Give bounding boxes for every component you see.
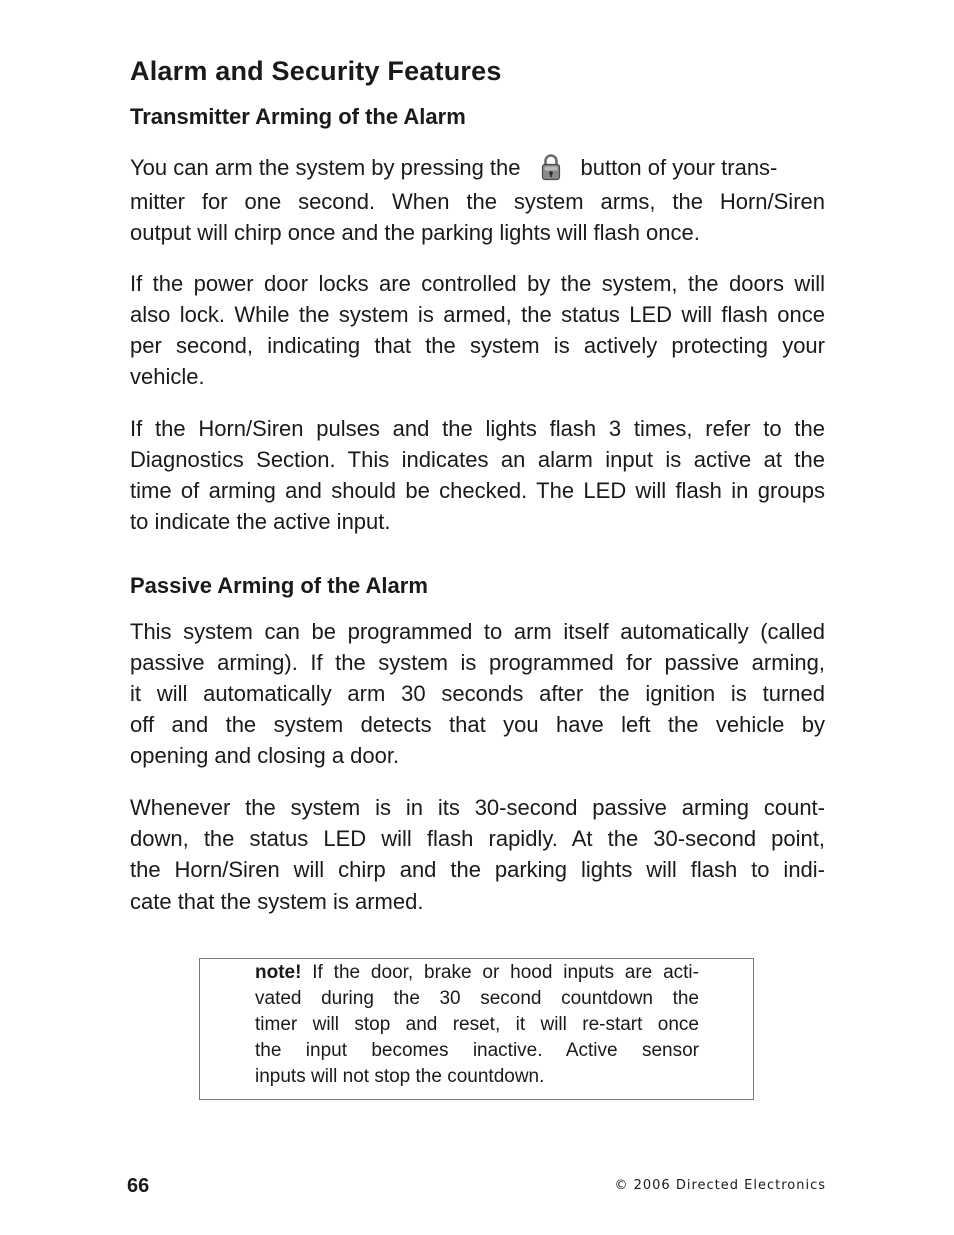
note-line: vated during the 30 second countdown the <box>255 988 699 1009</box>
paragraph-line: time of arming and should be checked. The LED will flash in groups <box>130 478 825 503</box>
transmitter-paragraph-3 <box>130 413 825 537</box>
note-line: the input becomes inactive. Active sensor <box>255 1040 699 1061</box>
note-line <box>255 960 699 986</box>
paragraph-line: output will chirp once and the parking lights will flash once. <box>130 220 700 245</box>
paragraph-line: This system can be programmed to arm itself automatically (called <box>130 619 825 644</box>
paragraph-line: it will automatically arm 30 seconds after the ignition is turned <box>130 681 825 706</box>
text-before-icon: You can arm the system by pressing the <box>130 155 521 180</box>
paragraph-line: cate that the system is armed. <box>130 889 424 914</box>
note-label: note! <box>255 962 302 983</box>
paragraph-line: vehicle. <box>130 364 205 389</box>
transmitter-arming-heading: Transmitter Arming of the Alarm <box>130 104 466 129</box>
paragraph-line: per second, indicating that the system is actively protecting your <box>130 333 825 358</box>
text-after-icon: button of your trans- <box>580 155 778 180</box>
note-box <box>199 958 754 1100</box>
note-line: inputs will not stop the countdown. <box>255 1066 545 1087</box>
copyright-notice: © 2006 Directed Electronics <box>614 1178 826 1193</box>
passive-paragraph-2 <box>130 792 825 917</box>
paragraph-line: opening and closing a door. <box>130 743 400 768</box>
page-number: 66 <box>127 1175 150 1197</box>
lock-icon <box>541 153 561 181</box>
transmitter-paragraph-2 <box>130 268 825 392</box>
paragraph-line: If the Horn/Siren pulses and the lights flash 3 times, refer to the <box>130 416 825 441</box>
paragraph-line: down, the status LED will flash rapidly. At the 30-second point, <box>130 826 825 851</box>
passive-paragraph-1 <box>130 616 825 771</box>
note-line-text: If the door, brake or hood inputs are acti- <box>312 962 699 983</box>
paragraph-line: also lock. While the system is armed, the status LED will flash once <box>130 302 825 327</box>
paragraph-line: the Horn/Siren will chirp and the parking lights will flash to indi- <box>130 857 825 882</box>
paragraph-line: passive arming). If the system is programmed for passive arming, <box>130 650 825 675</box>
paragraph-line: Diagnostics Section. This indicates an alarm input is active at the <box>130 447 825 472</box>
paragraph-line: off and the system detects that you have left the vehicle by <box>130 712 825 737</box>
passive-arming-heading: Passive Arming of the Alarm <box>130 573 428 598</box>
paragraph-line: to indicate the active input. <box>130 509 391 534</box>
paragraph-line <box>130 152 825 183</box>
paragraph-line: If the power door locks are controlled by the system, the doors will <box>130 271 825 296</box>
section-title: Alarm and Security Features <box>130 56 502 86</box>
note-line: timer will stop and reset, it will re-start once <box>255 1014 699 1035</box>
paragraph-line: Whenever the system is in its 30-second passive arming count- <box>130 795 825 820</box>
paragraph-line: mitter for one second. When the system arms, the Horn/Siren <box>130 189 825 214</box>
transmitter-paragraph-1 <box>130 152 825 248</box>
note-text <box>255 960 699 1090</box>
